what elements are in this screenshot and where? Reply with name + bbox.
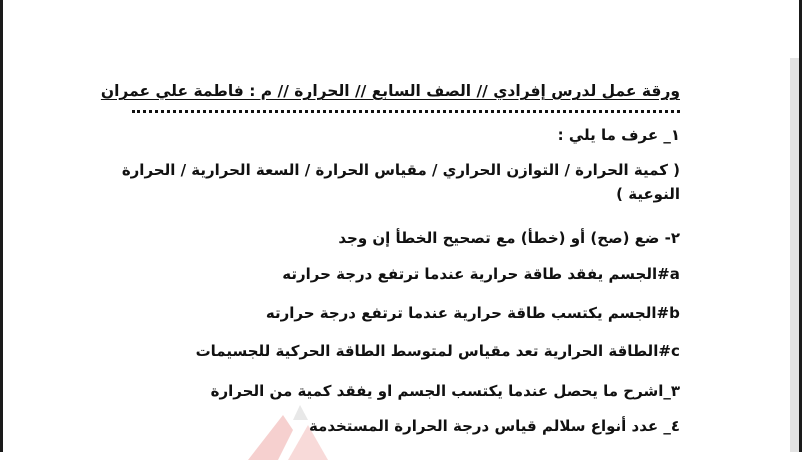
worksheet-title: ورقة عمل لدرس إفرادي // الصف السابع // الحرارة // م : فاطمة علي عمران [100, 82, 680, 100]
question-2-item-b: b#الجسم يكتسب طاقة حرارية عندما ترتفع درجة حرارته [265, 304, 680, 322]
question-1-terms-line2: النوعية ) [616, 185, 680, 203]
question-4: ٤_ عدد أنواع سلالم قياس درجة الحرارة المستخدمة [308, 417, 680, 435]
question-3: ٣_اشرح ما يحصل عندما يكتسب الجسم او يفقد كمية من الحرارة [210, 382, 680, 400]
question-1-terms-line1: ( كمية الحرارة / التوازن الحراري / مقياس الحرارة / السعة الحرارية / الحرارة [121, 161, 680, 179]
question-2-heading: ٢- ضع (صح) أو (خطأ) مع تصحيح الخطأ إن وجد [338, 229, 680, 247]
question-2-item-c: c#الطاقة الحرارية تعد مقياس لمتوسط الطاقة الحركية للجسيمات [195, 342, 680, 360]
scan-left-border [0, 0, 3, 452]
worksheet-page [100, 70, 680, 452]
title-dotted-divider [132, 104, 680, 113]
scan-right-shadow [790, 58, 799, 452]
question-1-heading: ١_ عرف ما يلي : [557, 126, 680, 144]
question-2-item-a: a#الجسم يفقد طاقة حرارية عندما ترتفع درجة حرارته [282, 265, 680, 283]
